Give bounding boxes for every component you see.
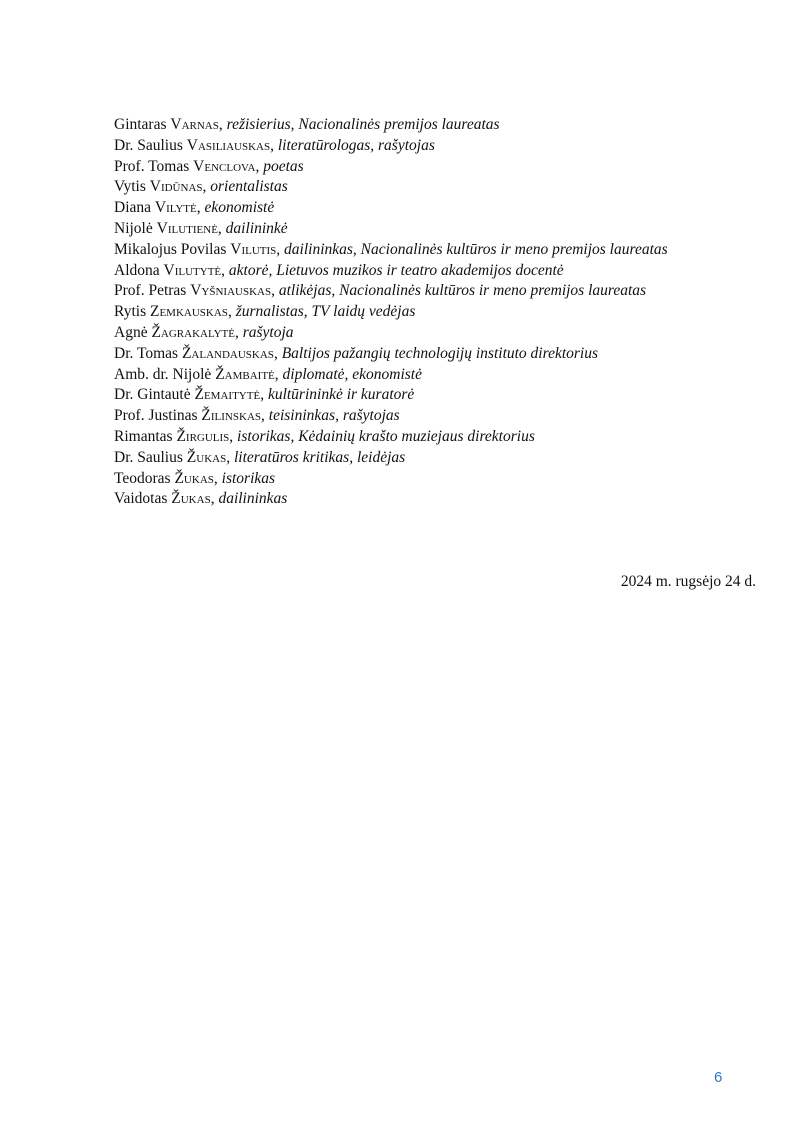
signatory-surname: Venclova: [193, 157, 256, 175]
signatory-entry: [114, 157, 764, 178]
signatory-surname: Vilutienė: [156, 219, 218, 237]
signatory-separator: ,: [271, 282, 279, 300]
signatory-surname: Vilutis: [230, 240, 277, 258]
signatory-description: dailininkė: [225, 219, 288, 237]
signatory-prefix: Rimantas: [114, 427, 177, 445]
signatory-description: aktorė, Lietuvos muzikos ir teatro akademijos docentė: [228, 261, 564, 279]
signatory-prefix: Vytis: [114, 178, 150, 196]
signatory-description: poetas: [263, 157, 304, 175]
signatory-separator: ,: [260, 386, 268, 404]
signatory-list: [114, 115, 764, 510]
signatory-entry: [114, 115, 764, 136]
signatory-prefix: Dr. Gintautė: [114, 386, 195, 404]
signatory-prefix: Agnė: [114, 323, 152, 341]
signatory-separator: ,: [218, 116, 227, 133]
signatory-prefix: Teodoras: [114, 469, 175, 487]
signatory-separator: ,: [202, 178, 211, 196]
signatory-separator: ,: [273, 344, 282, 362]
signatory-description: kultūrininkė ir kuratorė: [267, 386, 415, 404]
signatory-surname: Žemaitytė: [194, 386, 261, 404]
signatory-description: dailininkas, Nacionalinės kultūros ir meno premijos laureatas: [284, 240, 668, 258]
signatory-surname: Žalandauskas: [181, 344, 274, 362]
signatory-description: Baltijos pažangių technologijų instituto direktorius: [281, 344, 598, 362]
signatory-surname: Žagrakalytė: [151, 323, 235, 341]
signatory-entry: [114, 219, 764, 240]
signatory-prefix: Amb. dr. Nijolė: [114, 365, 216, 383]
signatory-prefix: Prof. Tomas: [114, 157, 194, 175]
signatory-surname: Varnas: [170, 116, 219, 133]
signatory-prefix: Rytis: [114, 303, 150, 321]
signatory-entry: [114, 240, 764, 261]
signatory-entry: [114, 323, 764, 344]
signatory-entry: [114, 427, 764, 448]
signatory-entry: [114, 448, 764, 469]
signatory-description: režisierius, Nacionalinės premijos laureatas: [226, 116, 500, 133]
signatory-prefix: Vaidotas: [114, 490, 172, 508]
signatory-prefix: Prof. Justinas: [114, 407, 202, 425]
signatory-entry: [114, 198, 764, 219]
signatory-description: istorikas: [221, 469, 276, 487]
signatory-separator: ,: [221, 261, 229, 279]
signatory-surname: Žukas: [174, 469, 214, 487]
signatory-prefix: Dr. Saulius: [114, 448, 187, 466]
signatory-separator: ,: [234, 323, 243, 341]
signatory-separator: ,: [226, 448, 234, 466]
signatory-description: literatūros kritikas, leidėjas: [233, 448, 406, 466]
signatory-separator: ,: [255, 157, 264, 175]
signatory-prefix: Dr. Saulius: [114, 136, 187, 154]
signatory-entry: [114, 302, 764, 323]
signatory-separator: ,: [276, 240, 285, 258]
signatory-entry: [114, 261, 764, 282]
document-date: 2024 m. rugsėjo 24 d.: [620, 573, 756, 590]
signatory-prefix: Dr. Tomas: [114, 344, 182, 362]
signatory-description: orientalistas: [210, 178, 288, 196]
signatory-description: teisininkas, rašytojas: [268, 407, 400, 425]
signatory-separator: ,: [196, 199, 205, 217]
signatory-description: atlikėjas, Nacionalinės kultūros ir meno premijos laureatas: [278, 282, 647, 300]
signatory-entry: [114, 344, 764, 365]
signatory-surname: Žukas: [186, 448, 227, 466]
signatory-prefix: Mikalojus Povilas: [114, 240, 231, 258]
signatory-description: diplomatė, ekonomistė: [282, 365, 422, 383]
signatory-surname: Žirgulis: [176, 427, 230, 445]
signatory-separator: ,: [213, 469, 222, 487]
signatory-entry: [114, 469, 764, 490]
signatory-surname: Vilytė: [154, 199, 197, 217]
signatory-entry: [114, 177, 764, 198]
signatory-description: literatūrologas, rašytojas: [277, 136, 435, 154]
signatory-description: žurnalistas, TV laidų vedėjas: [235, 303, 416, 321]
signatory-surname: Vidūnas: [149, 178, 203, 196]
signatory-surname: Žambaitė: [215, 365, 275, 383]
signatory-prefix: Gintaras: [114, 116, 171, 133]
signatory-surname: Žukas: [171, 490, 211, 508]
signatory-prefix: Prof. Petras: [114, 282, 191, 300]
signatory-separator: ,: [229, 427, 238, 445]
signatory-description: dailininkas: [218, 490, 288, 508]
signatory-separator: ,: [227, 303, 236, 321]
signatory-surname: Vyšniauskas: [190, 282, 272, 300]
signatory-separator: ,: [270, 136, 278, 154]
signatory-surname: Žilinskas: [201, 407, 262, 425]
signatory-surname: Zemkauskas: [150, 303, 228, 321]
signatory-entry: [114, 136, 764, 157]
signatory-prefix: Aldona: [114, 261, 164, 279]
page-number: 6: [714, 1069, 723, 1086]
signatory-surname: Vasiliauskas: [186, 136, 271, 154]
signatory-separator: ,: [274, 365, 283, 383]
signatory-entry: [114, 489, 764, 510]
signatory-prefix: Nijolė: [114, 219, 157, 237]
signatory-entry: [114, 385, 764, 406]
signatory-entry: [114, 281, 764, 302]
signatory-description: rašytoja: [242, 323, 294, 341]
signatory-description: ekonomistė: [204, 199, 275, 217]
signatory-description: istorikas, Kėdainių krašto muziejaus direktorius: [237, 427, 535, 445]
signatory-entry: [114, 406, 764, 427]
signatory-separator: ,: [261, 407, 269, 425]
signatory-prefix: Diana: [114, 199, 155, 217]
signatory-entry: [114, 365, 764, 386]
signatory-separator: ,: [217, 219, 226, 237]
signatory-surname: Vilutytė: [163, 261, 222, 279]
signatory-separator: ,: [210, 490, 219, 508]
